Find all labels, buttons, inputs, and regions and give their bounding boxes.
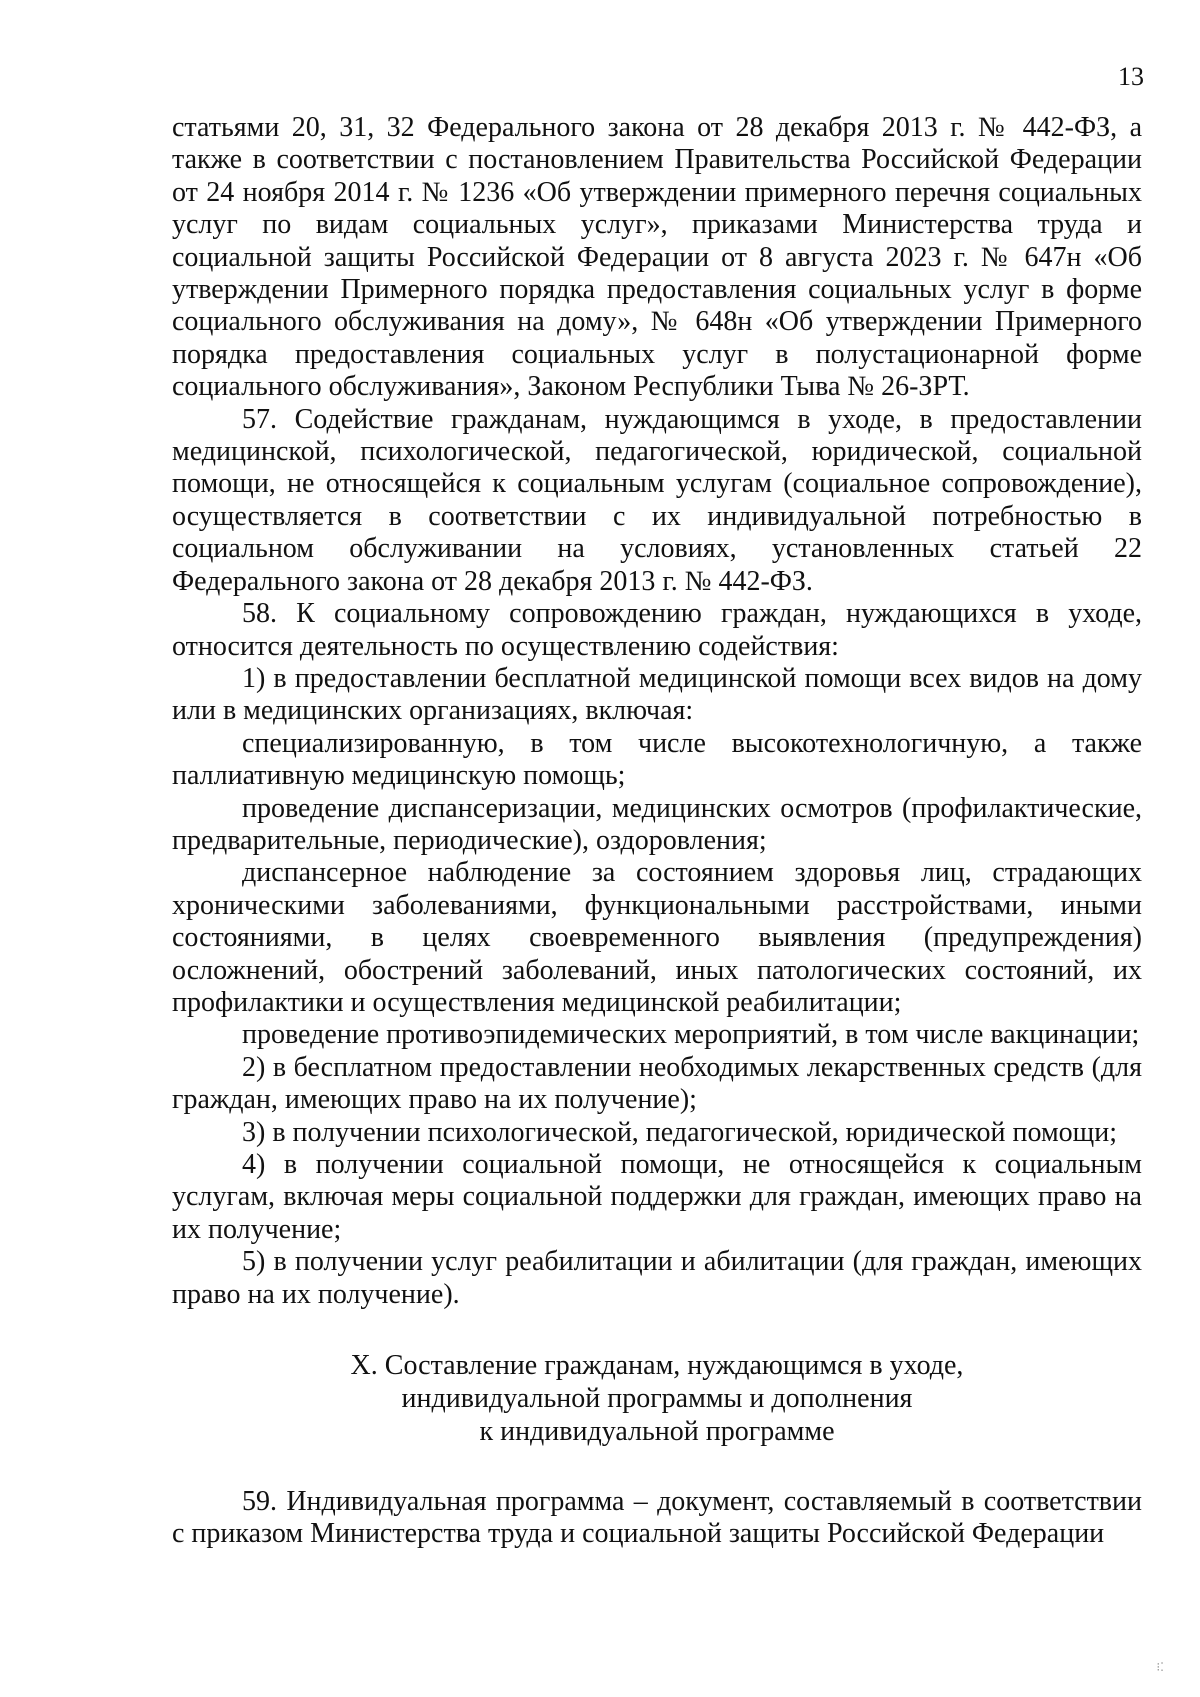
section-heading-line-2: индивидуальной программы и дополнения <box>401 1383 913 1415</box>
paragraph: 4) в получении социальной помощи, не относящейся к социальным услугам, включая меры социальной поддержки для граждан, имеющих право на их получение; <box>172 1149 1142 1245</box>
paragraph: 58. К социальному сопровождению граждан, нуждающихся в уходе, относится деятельность по осуществлению содействия: <box>172 598 1142 662</box>
scan-mark: ⁝⁚ <box>1156 1659 1164 1674</box>
paragraph: 3) в получении психологической, педагогической, юридической помощи; <box>242 1116 1117 1148</box>
paragraph: 2) в бесплатном предоставлении необходимых лекарственных средств (для граждан, имеющих право на их получение); <box>172 1051 1142 1116</box>
document-body <box>172 112 1142 1551</box>
paragraph: проведение противоэпидемических мероприятий, в том числе вакцинации; <box>242 1019 1140 1051</box>
paragraph: статьями 20, 31, 32 Федерального закона от 28 декабря 2013 г. № 442-ФЗ, а также в соответствии с постановлением Правительства Российской Федерации от 24 ноября 2014 г. № 1236 «Об утверждении примерного перечня социальных услуг по видам социальных услуг», приказами Министерства труда и социальной защиты Российской Федерации от 8 августа 2023 г. № 647н «Об утверждении Примерного порядка предоставления социальных услуг в форме социального обслуживания на дому», № 648н «Об утверждении Примерного порядка предоставления социальных услуг в полустационарной форме социального обслуживания», Законом Республики Тыва № 26-ЗРТ. <box>172 112 1142 403</box>
paragraph: 57. Содействие гражданам, нуждающимся в уходе, в предоставлении медицинской, психологической, педагогической, юридической, социальной помощи, не относящейся к социальным услугам (социальное сопровождение), осуществляется в соответствии с их индивидуальной потребностью в социальном обслуживании на условиях, установленных статьей 22 Федерального закона от 28 декабря 2013 г. № 442-ФЗ. <box>172 403 1142 597</box>
paragraph: диспансерное наблюдение за состоянием здоровья лиц, страдающих хроническими заболеваниями, функциональными расстройствами, иными состояниями, в целях своевременного выявления (предупреждения) осложнений, обострений заболеваний, иных патологических состояний, их профилактики и осуществления медицинской реабилитации; <box>172 857 1142 1018</box>
paragraphs-bottom <box>172 1486 1142 1551</box>
paragraph: 59. Индивидуальная программа – документ, составляемый в соответствии с приказом Министерства труда и социальной защиты Российской Федерации <box>172 1486 1142 1550</box>
paragraph: специализированную, в том числе высокотехнологичную, а также паллиативную медицинскую помощь; <box>172 727 1142 792</box>
section-heading-line-3: к индивидуальной программе <box>479 1416 835 1448</box>
paragraph: 1) в предоставлении бесплатной медицинской помощи всех видов на дому или в медицинских организациях, включая: <box>172 662 1142 727</box>
paragraph: 5) в получении услуг реабилитации и абилитации (для граждан, имеющих право на их получение). <box>172 1246 1142 1310</box>
paragraph: проведение диспансеризации, медицинских осмотров (профилактические, предварительные, периодические), оздоровления; <box>172 792 1142 856</box>
paragraphs-top <box>172 112 1142 1311</box>
page-number: 13 <box>1118 62 1144 91</box>
section-heading <box>172 1349 1142 1448</box>
section-heading-line-1: X. Составление гражданам, нуждающимся в уходе, <box>350 1350 964 1382</box>
